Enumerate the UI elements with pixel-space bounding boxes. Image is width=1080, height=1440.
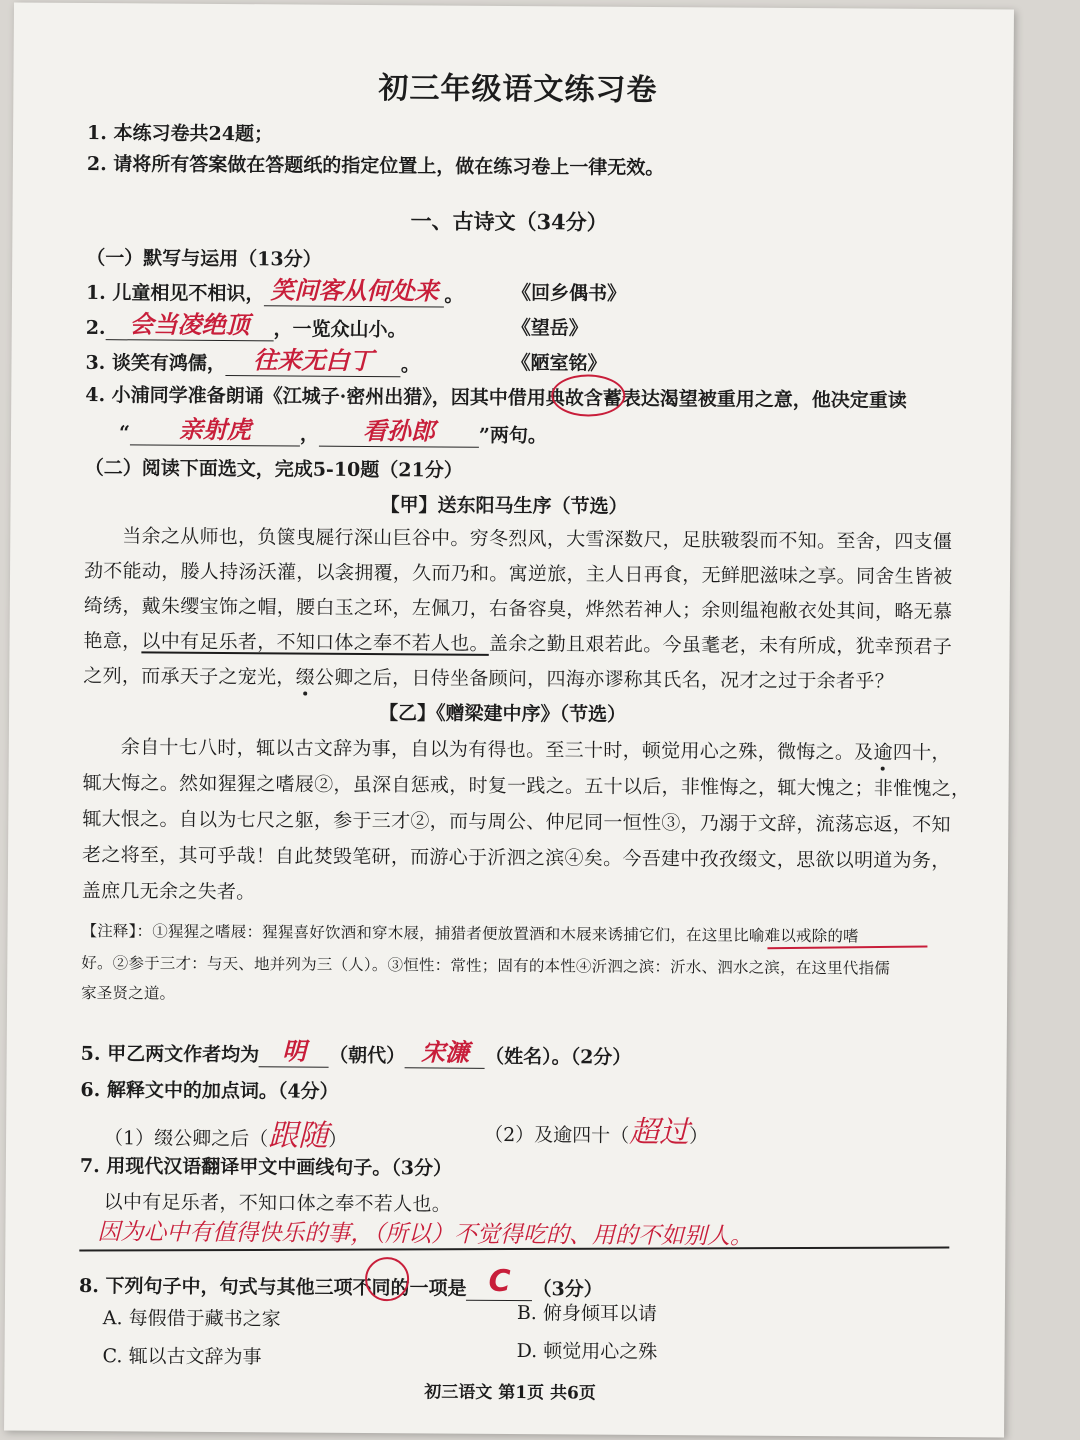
option-a: A. 每假借于藏书之家 bbox=[102, 1307, 281, 1331]
passage-text: 公卿之后，日侍坐备顾问，四海亦谬称其氏名，况才之过于余者乎？ bbox=[314, 666, 895, 693]
passage-text: 之列，而承天子之宠光， bbox=[83, 665, 296, 689]
underlined-sentence: 以中有足乐者，不知口体之奉不若人也。 bbox=[141, 630, 489, 655]
passage-text: 劲不能动，媵人持汤沃灌，以衾拥覆，久而乃和。寓逆旅，主人日再食，无鲜肥滋味之享。同舍生皆被 bbox=[83, 560, 953, 589]
option-c: C. 辄以古文辞为事 bbox=[102, 1345, 262, 1369]
question-4-answers: “ 亲射虎 ， 看孙郎 ”两句。 bbox=[118, 415, 547, 448]
passage-line bbox=[82, 873, 982, 915]
passage-yi bbox=[82, 729, 983, 915]
section-heading: 一、古诗文（34分） bbox=[410, 208, 608, 235]
question-7-stem: 7. 用现代汉语翻译甲文中画线句子。（3分） bbox=[79, 1154, 453, 1180]
handwritten-answer-7: 因为心中有值得快乐的事，（所以）不觉得吃的、用的不如别人。 bbox=[97, 1219, 754, 1250]
passage-text: 老之将至，其可乎哉！自此焚毁笔研，而游心于沂泗之滨④矣。今吾建中孜孜缀文，思欲以明道为务， bbox=[81, 844, 951, 873]
option-d: D. 顿觉用心之殊 bbox=[516, 1340, 658, 1364]
annotation-line-2: 好。②参于三才：与天、地并列为三（人）。③恒性：常性；固有的本性④沂泗之滨：沂水、泗水之滨，在这里代指儒 bbox=[81, 954, 891, 978]
question-5: 5. 甲乙两文作者均为 明 （朝代） 宋濂 （姓名）。（2分） bbox=[80, 1037, 632, 1069]
passage-jia-title: 【甲】送东阳马生序（节选） bbox=[380, 494, 628, 518]
annotation-line-3: 家圣贤之道。 bbox=[81, 984, 176, 1003]
page-title: 初三年级语文练习卷 bbox=[378, 71, 658, 109]
passage-text: 四十， bbox=[892, 741, 951, 765]
page-footer: 初三语文 第1页 共6页 bbox=[424, 1382, 596, 1404]
answer-line-7 bbox=[79, 1247, 949, 1252]
option-b: B. 俯身倾耳以请 bbox=[516, 1302, 657, 1326]
passage-line bbox=[83, 729, 983, 771]
handwritten-answer-6b: 超过 bbox=[629, 1114, 690, 1151]
passage-jia bbox=[83, 519, 984, 700]
passage-text: 余自十七八时，辄以古文辞为事，自以为有得也。至三十时，顿觉用心之殊，微悔之。及 bbox=[120, 736, 874, 764]
instruction-1: 1. 本练习卷共24题； bbox=[87, 122, 274, 146]
passage-text: 盖庶几无余之失者。 bbox=[81, 880, 256, 904]
passage-text: 辄大恨之。自以为七尺之躯，参于三才②，而与周公、仲尼同一恒性③，乃溺于文辞，流荡忘返，不知 bbox=[82, 808, 951, 837]
passage-line bbox=[83, 659, 983, 700]
question-6-part-1: （1）缀公卿之后（跟随） bbox=[104, 1118, 348, 1154]
passage-text: 艳意， bbox=[83, 630, 142, 653]
question-4-stem: 4. 小浦同学准备朗诵《江城子·密州出猎》，因其中借用典故含蓄表达渴望被重用之意，他决定重读 bbox=[85, 384, 907, 412]
pen-circle-mark bbox=[551, 374, 625, 417]
passage-yi-title: 【乙】《赠梁建中序》（节选） bbox=[378, 702, 627, 726]
question-2: 2. 会当凌绝顶 ，一览众山小。 bbox=[85, 310, 407, 342]
instruction-2: 2. 请将所有答案做在答题纸的指定位置上，做在练习卷上一律无效。 bbox=[86, 153, 665, 180]
handwritten-answer-3: 往来无白丁 bbox=[253, 346, 374, 376]
question-1: 1. 儿童相见不相识， 笑问客从何处来 。 bbox=[85, 276, 464, 307]
passage-line bbox=[82, 801, 982, 843]
passage-text: 当余之从师也，负箧曳屣行深山巨谷中。穷冬烈风，大雪深数尺，足肤皲裂而不知。至舍，四支僵 bbox=[122, 525, 953, 554]
handwritten-answer-4b: 看孙郎 bbox=[362, 416, 436, 446]
passage-text: 辄大悔之。然如猩猩之嗜屐②，虽深自惩戒，时复一践之。五十以后，非惟悔之，辄大愧之；非惟愧之， bbox=[82, 772, 971, 801]
subsection-heading-1: （一）默写与运用（13分） bbox=[86, 247, 322, 271]
source-q1: 《回乡偶书》 bbox=[511, 281, 627, 305]
handwritten-answer-6a: 跟随 bbox=[268, 1118, 329, 1154]
handwritten-answer-4a: 亲射虎 bbox=[178, 415, 252, 445]
dotted-word: 缀 bbox=[295, 666, 316, 689]
handwritten-answer-5b: 宋濂 bbox=[421, 1038, 470, 1067]
exam-paper bbox=[4, 3, 1014, 1438]
question-6-stem: 6. 解释文中的加点词。（4分） bbox=[80, 1078, 339, 1103]
source-q3: 《陋室铭》 bbox=[511, 351, 607, 375]
annotation-line-1: 【注释】：①猩猩之嗜屐：猩猩喜好饮酒和穿木屐，捕猎者便放置酒和木屐来诱捕它们，在这里比喻难以戒除的嗜 bbox=[81, 922, 859, 946]
question-7-sentence: 以中有足乐者，不知口体之奉不若人也。 bbox=[103, 1191, 452, 1216]
handwritten-answer-5a: 明 bbox=[282, 1037, 307, 1066]
passage-line bbox=[82, 837, 982, 879]
handwritten-answer-2: 会当凌绝顶 bbox=[129, 310, 250, 340]
pen-underline-note bbox=[767, 946, 927, 950]
source-q2: 《望岳》 bbox=[511, 316, 588, 340]
passage-text: 绮绣，戴朱缨宝饰之帽，腰白玉之环，左佩刀，右备容臭，烨然若神人；余则缊袍敝衣处其间，略无慕 bbox=[83, 595, 953, 624]
dotted-word: 逾 bbox=[873, 741, 893, 764]
question-6-part-2: （2）及逾四十（超过） bbox=[484, 1114, 709, 1151]
question-3: 3. 谈笑有鸿儒， 往来无白丁 。 bbox=[85, 346, 421, 377]
handwritten-answer-1: 笑问客从何处来 bbox=[270, 276, 439, 306]
handwritten-answer-8: C bbox=[488, 1263, 511, 1300]
question-8-stem: 8. 下列句子中，句式与其他三项不同的一项是 C （3分） bbox=[78, 1263, 603, 1301]
passage-line bbox=[82, 765, 982, 807]
passage-text: 盖余之勤且艰若此。今虽耄老，未有所成，犹幸预君子 bbox=[488, 632, 953, 659]
pen-circle-mark-q8 bbox=[365, 1257, 409, 1301]
subsection-heading-2: （二）阅读下面选文，完成5-10题（21分） bbox=[84, 457, 463, 482]
